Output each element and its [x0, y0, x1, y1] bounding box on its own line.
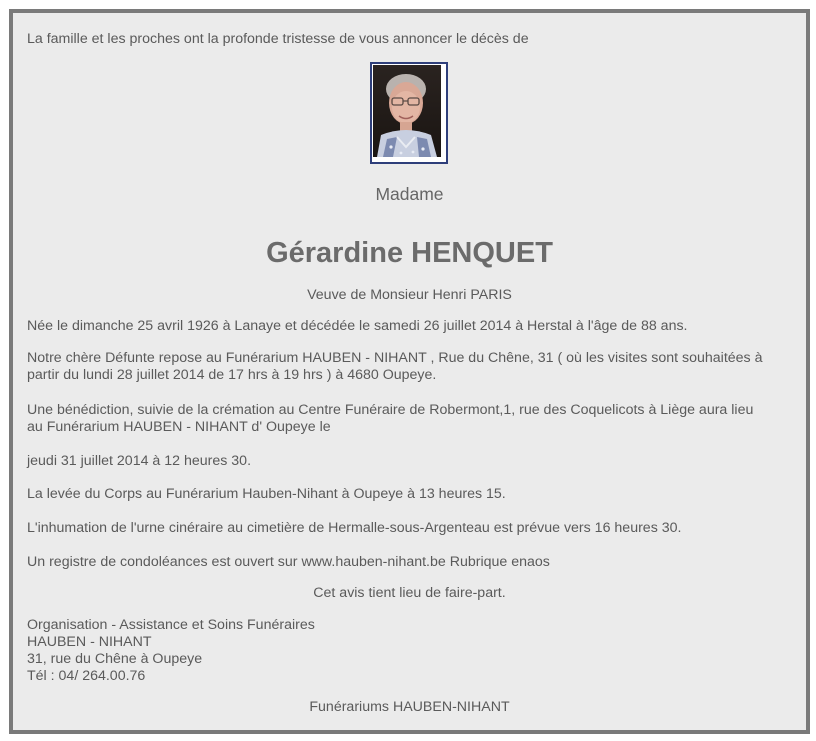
repose-paragraph — [27, 350, 797, 384]
organisation-line-2: HAUBEN - NIHANT — [27, 634, 152, 650]
faire-part-line: Cet avis tient lieu de faire-part. — [313, 585, 506, 601]
portrait-photo — [370, 62, 448, 164]
notice-frame — [9, 9, 810, 734]
levee-line: La levée du Corps au Funérarium Hauben-Nihant à Oupeye à 13 heures 15. — [27, 486, 506, 502]
ceremony-date: jeudi 31 juillet 2014 à 12 heures 30. — [27, 453, 252, 469]
intro-text: La famille et les proches ont la profonde tristesse de vous annoncer le décès de — [27, 31, 529, 47]
deceased-name: Gérardine HENQUET — [266, 237, 553, 269]
repose-line-1: Notre chère Défunte repose au Funérarium HAUBEN - NIHANT , Rue du Chêne, 31 ( où les visites sont souhaitées à — [27, 350, 763, 366]
organisation-line-3: 31, rue du Chêne à Oupeye — [27, 651, 203, 667]
portrait-image — [373, 65, 441, 157]
birth-death-line: Née le dimanche 25 avril 1926 à Lanaye et décédée le samedi 26 juillet 2014 à Herstal à l'âge de 88 ans. — [27, 318, 688, 334]
footer-signature: Funérariums HAUBEN-NIHANT — [309, 699, 510, 715]
benediction-paragraph — [27, 402, 797, 436]
honorific: Madame — [375, 184, 444, 204]
organisation-block — [27, 617, 315, 685]
inhumation-line: L'inhumation de l'urne cinéraire au cimetière de Hermalle-sous-Argenteau est prévue vers 16 heures 30. — [27, 520, 682, 536]
organisation-line-1: Organisation - Assistance et Soins Funéraires — [27, 617, 315, 633]
registry-line: Un registre de condoléances est ouvert sur www.hauben-nihant.be Rubrique enaos — [27, 554, 550, 570]
organisation-phone: Tél : 04/ 264.00.76 — [27, 668, 146, 684]
benediction-line-1: Une bénédiction, suivie de la crémation au Centre Funéraire de Robermont,1, rue des Coquelicots à Liège aura lieu — [27, 402, 754, 418]
widow-line: Veuve de Monsieur Henri PARIS — [307, 287, 512, 303]
repose-line-2: partir du lundi 28 juillet 2014 de 17 hrs à 19 hrs ) à 4680 Oupeye. — [27, 367, 437, 383]
benediction-line-2: au Funérarium HAUBEN - NIHANT d' Oupeye le — [27, 419, 331, 435]
